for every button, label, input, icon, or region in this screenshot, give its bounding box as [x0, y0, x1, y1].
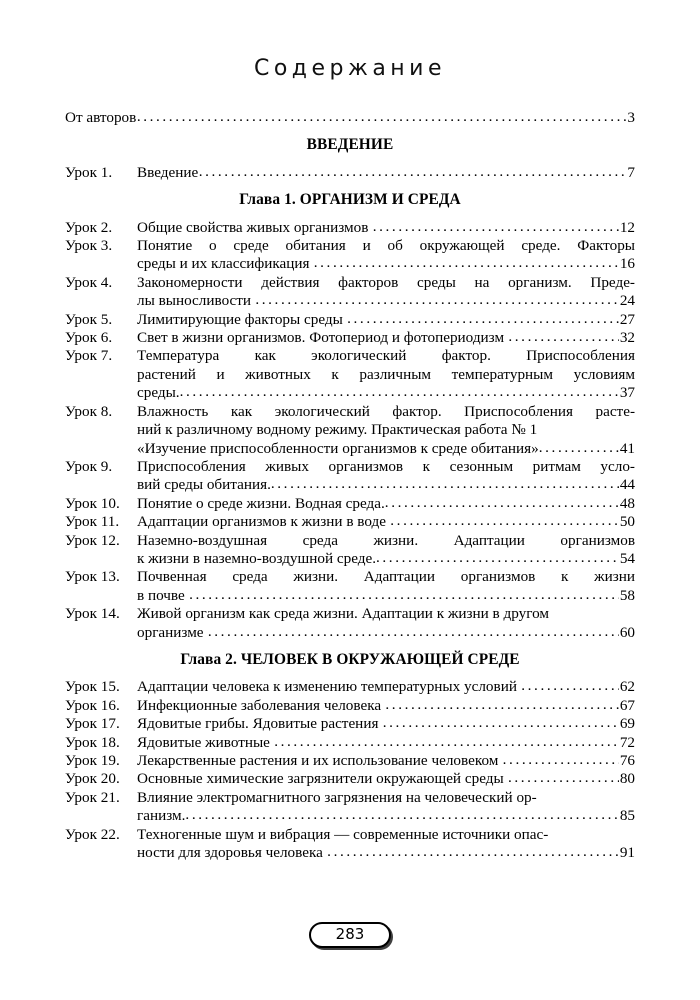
section-heading-chapter-1: Глава 1. ОРГАНИЗМ И СРЕДА [239, 191, 461, 209]
toc-entry-wrapped-line: Влажность как экологический фактор. Приспособления расте- [137, 402, 635, 420]
dot-leader [508, 769, 619, 787]
toc-entry-wrapped-line: Влияние электромагнитного загрязнения на человеческий ор- [137, 788, 537, 806]
toc-entry-text: Лимитирующие факторы среды [137, 310, 347, 328]
toc-entry-main [137, 770, 635, 788]
toc-entry-main [137, 532, 635, 569]
toc-entry-label: Урок 9. [65, 457, 113, 475]
toc-entry-page: 12 [619, 218, 635, 236]
toc-entry-page: 69 [619, 715, 635, 733]
toc-entry-wrapped-line: Живой организм как среда жизни. Адаптации к жизни в другом [137, 605, 550, 623]
toc-entry-label: Урок 12. [65, 531, 120, 549]
toc-entry-wrapped-line: Почвенная среда жизни. Адаптации организмов к жизни [137, 568, 635, 586]
toc-entry-page: 80 [619, 770, 635, 788]
toc-entry-lesson-22[interactable] [65, 826, 635, 863]
toc-entry-lesson-2[interactable] [65, 219, 635, 237]
toc-entry-wrapped-line: растений и животных к различным температурным условиям [137, 365, 635, 383]
toc-entry-text: к жизни в наземно-воздушной среде. [137, 549, 377, 567]
toc-entry-main [137, 715, 635, 733]
toc-entry-page: 3 [627, 109, 635, 126]
toc-entry-text: лы выносливости [137, 292, 255, 310]
dot-leader [327, 843, 619, 861]
toc-entry-text: Адаптации человека к изменению температурных условий [137, 678, 521, 696]
toc-entry-main [137, 219, 635, 237]
dot-leader [383, 714, 620, 732]
dot-leader [503, 751, 620, 769]
toc-entry-text: Ядовитые животные [137, 733, 274, 751]
toc-entry-main [137, 495, 635, 513]
toc-entry-front-matter[interactable] [65, 109, 635, 127]
dot-leader [185, 806, 619, 824]
toc-entry-text: среды и их классификация [137, 255, 314, 273]
toc-entry-label: Урок 22. [65, 825, 120, 843]
toc-entry-page: 85 [619, 807, 635, 825]
toc-entry-main [137, 826, 635, 863]
toc-entry-lesson-19[interactable] [65, 752, 635, 770]
toc-entry-lesson-9[interactable] [65, 458, 635, 495]
toc-entry-lesson-4[interactable] [65, 274, 635, 311]
toc-entry-text: Лекарственные растения и их использование человеком [137, 752, 503, 769]
dot-leader [347, 310, 619, 328]
toc-entry-label: Урок 16. [65, 696, 120, 714]
toc-entry-main [137, 789, 635, 826]
toc-entry-wrapped-line: ний к различному водному режиму. Практическая работа № 1 [137, 421, 538, 439]
toc-entry-page: 48 [619, 494, 635, 512]
toc-entry-main [137, 752, 635, 770]
toc-entry-page: 24 [619, 292, 635, 310]
toc-entry-page: 60 [619, 623, 635, 641]
toc-entry-text: «Изучение приспособленности организмов к среде обитания» [137, 439, 539, 457]
toc-entry-main [137, 164, 635, 182]
toc-entry-page: 50 [619, 513, 635, 531]
dot-leader [189, 586, 619, 604]
toc-entry-lesson-13[interactable] [65, 568, 635, 605]
section-heading-chapter-2: Глава 2. ЧЕЛОВЕК В ОКРУЖАЮЩЕЙ СРЕДЕ [180, 650, 520, 668]
toc-entry-lesson-7[interactable] [65, 347, 635, 402]
dot-leader [314, 254, 620, 272]
toc-entry-label: Урок 14. [65, 605, 120, 623]
toc-entry-main [137, 734, 635, 752]
dot-leader [373, 218, 620, 236]
toc-body [65, 81, 635, 862]
toc-entry-lesson-6[interactable] [65, 329, 635, 347]
toc-entry-label: Урок 13. [65, 568, 120, 586]
toc-entry-lesson-18[interactable] [65, 734, 635, 752]
dot-leader [271, 475, 619, 493]
toc-entry-main [137, 678, 635, 696]
dot-leader [199, 163, 627, 181]
toc-entry-lesson-11[interactable] [65, 513, 635, 531]
toc-entry-text: в почве [137, 586, 189, 604]
toc-entry-page: 91 [619, 844, 635, 862]
toc-entry-lesson-20[interactable] [65, 770, 635, 788]
toc-entry-main [137, 274, 635, 311]
toc-entry-lesson-12[interactable] [65, 532, 635, 569]
toc-entry-page: 62 [619, 678, 635, 696]
toc-entry-main [137, 605, 635, 642]
toc-entry-main [137, 329, 635, 347]
toc-entry-wrapped-line: Закономерности действия факторов среды на организм. Преде- [137, 273, 635, 291]
toc-entry-text: Основные химические загрязнители окружающей среды [137, 770, 508, 788]
toc-entry-wrapped-line: Понятие о среде обитания и об окружающей среде. Факторы [137, 237, 635, 255]
toc-entry-lesson-14[interactable] [65, 605, 635, 642]
toc-entry-wrapped-line: Наземно-воздушная среда жизни. Адаптации организмов [137, 531, 635, 549]
toc-entry-page: 72 [619, 733, 635, 751]
toc-entry-lesson-15[interactable] [65, 678, 635, 696]
toc-entry-page: 54 [619, 549, 635, 567]
toc-entry-page: 16 [619, 255, 635, 273]
toc-entry-label: Урок 2. [65, 218, 113, 236]
toc-entry-lesson-16[interactable] [65, 697, 635, 715]
dot-leader [385, 494, 620, 512]
toc-entry-label: Урок 6. [65, 329, 113, 347]
toc-entry-page: 44 [619, 476, 635, 494]
dot-leader [390, 512, 619, 530]
toc-entry-label: Урок 21. [65, 788, 120, 806]
dot-leader [521, 677, 619, 695]
toc-entry-lesson-21[interactable] [65, 789, 635, 826]
toc-entry-wrapped-line: Температура как экологический фактор. Приспособления [137, 347, 635, 365]
page-title: Содержание [253, 56, 447, 81]
toc-entry-main [137, 347, 635, 402]
toc-entry-page: 58 [619, 586, 635, 604]
page-number-badge: 283 [309, 922, 391, 948]
toc-entry-lesson-17[interactable] [65, 715, 635, 733]
toc-entry-wrapped-line: Приспособления живых организмов к сезонным ритмам усло- [137, 457, 635, 475]
toc-entry-label: Урок 10. [65, 494, 120, 512]
toc-entry-label: Урок 4. [65, 273, 113, 291]
page-number-footer [0, 922, 700, 948]
dot-leader [255, 291, 619, 309]
toc-entry-label: Урок 19. [65, 752, 120, 769]
toc-entry-main [137, 458, 635, 495]
toc-entry-label: Урок 1. [65, 163, 113, 181]
toc-entry-page: 27 [619, 310, 635, 328]
toc-entry-text: От авторов [65, 109, 137, 126]
toc-entry-text: Ядовитые грибы. Ядовитые растения [137, 715, 383, 733]
toc-entry-lesson-5[interactable] [65, 311, 635, 329]
toc-entry-text: вий среды обитания. [137, 476, 271, 494]
dot-leader [208, 623, 619, 641]
dot-leader [508, 328, 619, 346]
toc-entry-label: Урок 5. [65, 310, 113, 328]
toc-entry-page: 41 [619, 439, 635, 457]
toc-entry-label: Урок 17. [65, 715, 120, 733]
dot-leader [539, 439, 620, 457]
toc-entry-label: Урок 11. [65, 513, 120, 531]
toc-entry-label: Урок 3. [65, 237, 113, 255]
dot-leader [376, 549, 619, 567]
dot-leader [180, 383, 620, 401]
toc-entry-page: 32 [619, 329, 635, 347]
toc-entry-lesson-10[interactable] [65, 495, 635, 513]
toc-entry-text: ганизм. [137, 807, 186, 825]
toc-entry-main [137, 311, 635, 329]
toc-entry-main [137, 568, 635, 605]
toc-entry-main [137, 513, 635, 531]
toc-entry-lesson-8[interactable] [65, 403, 635, 458]
toc-entry-label: Урок 7. [65, 347, 113, 365]
dot-leader [385, 696, 619, 714]
toc-entry-text: Инфекционные заболевания человека [137, 696, 385, 714]
toc-entry-main [137, 237, 635, 274]
toc-entry-text: Понятие о среде жизни. Водная среда. [137, 494, 385, 512]
dot-leader [137, 108, 627, 126]
toc-entry-label: Урок 15. [65, 678, 120, 696]
toc-entry-text: Общие свойства живых организмов [137, 218, 373, 236]
toc-entry-text: ности для здоровья человека [137, 844, 327, 862]
toc-entry-text: организме [137, 623, 208, 641]
toc-entry-text: среды. [137, 384, 180, 402]
toc-entry-page: 76 [619, 752, 635, 769]
toc-entry-wrapped-line: Техногенные шум и вибрация — современные источники опас- [137, 825, 549, 843]
toc-entry-label: Урок 18. [65, 733, 120, 751]
toc-entry-lesson-1[interactable] [65, 164, 635, 182]
toc-entry-main [65, 109, 635, 127]
dot-leader [274, 733, 619, 751]
toc-entry-page: 67 [619, 696, 635, 714]
toc-entry-text: Адаптации организмов к жизни в воде [137, 513, 390, 531]
toc-entry-main [137, 403, 635, 458]
toc-entry-text: Введение [137, 163, 199, 181]
toc-entry-text: Свет в жизни организмов. Фотопериод и фотопериодизм [137, 329, 508, 347]
section-heading-vvedenie: ВВЕДЕНИЕ [306, 136, 394, 154]
toc-entry-page: 7 [627, 163, 635, 181]
toc-entry-label: Урок 8. [65, 402, 113, 420]
toc-entry-page: 37 [619, 384, 635, 402]
toc-entry-main [137, 697, 635, 715]
toc-entry-lesson-3[interactable] [65, 237, 635, 274]
toc-entry-label: Урок 20. [65, 770, 120, 788]
